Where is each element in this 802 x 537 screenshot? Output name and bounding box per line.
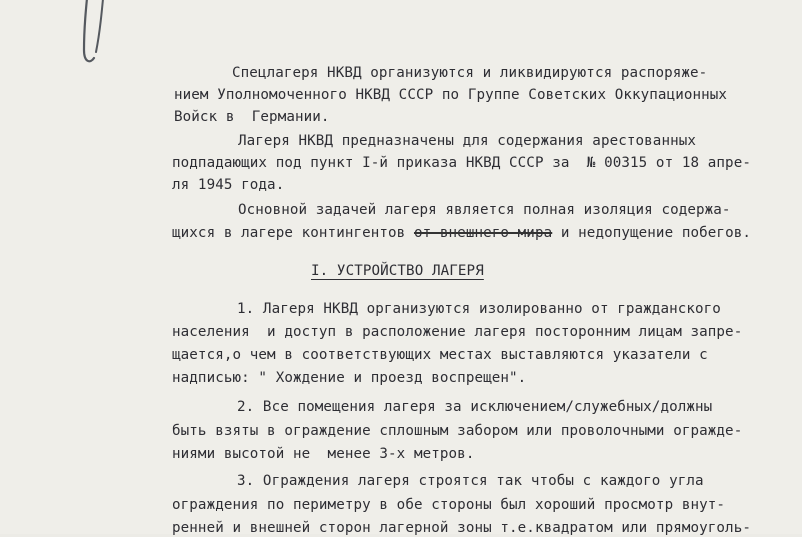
item-3-line-3: ренней и внешней сторон лагерной зоны т.е.квадратом или прямоуголь-: [172, 520, 751, 536]
paragraph-3-line-2-start: щихся в лагере контингентов: [172, 225, 414, 241]
item-1-line-2: населения и доступ в расположение лагеря посторонним лицам запре-: [172, 324, 743, 340]
paragraph-2-line-1: Лагеря НКВД предназначены для содержания арестованных: [238, 133, 697, 149]
paragraph-3-line-2: [172, 224, 751, 242]
item-1-line-4: надписью: " Хождение и проезд воспрещен".: [172, 370, 527, 386]
item-2-line-2: быть взяты в ограждение сплошным забором или проволочными огражде-: [172, 423, 743, 439]
section-heading: I. УСТРОЙСТВО ЛАГЕРЯ: [311, 263, 484, 279]
paragraph-1-line-3: Войск в Германии.: [174, 109, 330, 125]
pen-mark: [78, 0, 114, 74]
paragraph-1-line-1: Спецлагеря НКВД организуются и ликвидируются распоряже-: [232, 65, 708, 81]
paragraph-3-line-1: Основной задачей лагеря является полная изоляция содержа-: [238, 202, 731, 218]
item-3-line-1: 3. Ограждения лагеря строятся так чтобы с каждого угла: [237, 473, 704, 489]
item-1-line-3: щается,о чем в соответствующих местах выставляются указатели с: [172, 347, 708, 363]
struck-through-text: от внешнего мира: [413, 225, 553, 241]
paragraph-2-line-2: подпадающих под пункт I-й приказа НКВД СССР за № 00315 от 18 апре-: [172, 155, 751, 171]
paragraph-1-line-2: нием Уполномоченного НКВД СССР по Группе Советских Оккупационных: [174, 87, 728, 103]
paragraph-2-line-3: ля 1945 года.: [172, 177, 285, 193]
item-2-line-3: ниями высотой не менее 3-х метров.: [172, 446, 475, 462]
paragraph-3-line-2-end: и недопущение побегов.: [552, 225, 751, 241]
item-3-line-2: ограждения по периметру в обе стороны был хороший просмотр внут-: [172, 497, 726, 513]
item-2-line-1: 2. Все помещения лагеря за исключением/служебных/должны: [237, 399, 713, 415]
item-1-line-1: 1. Лагеря НКВД организуются изолированно от гражданского: [237, 301, 721, 317]
